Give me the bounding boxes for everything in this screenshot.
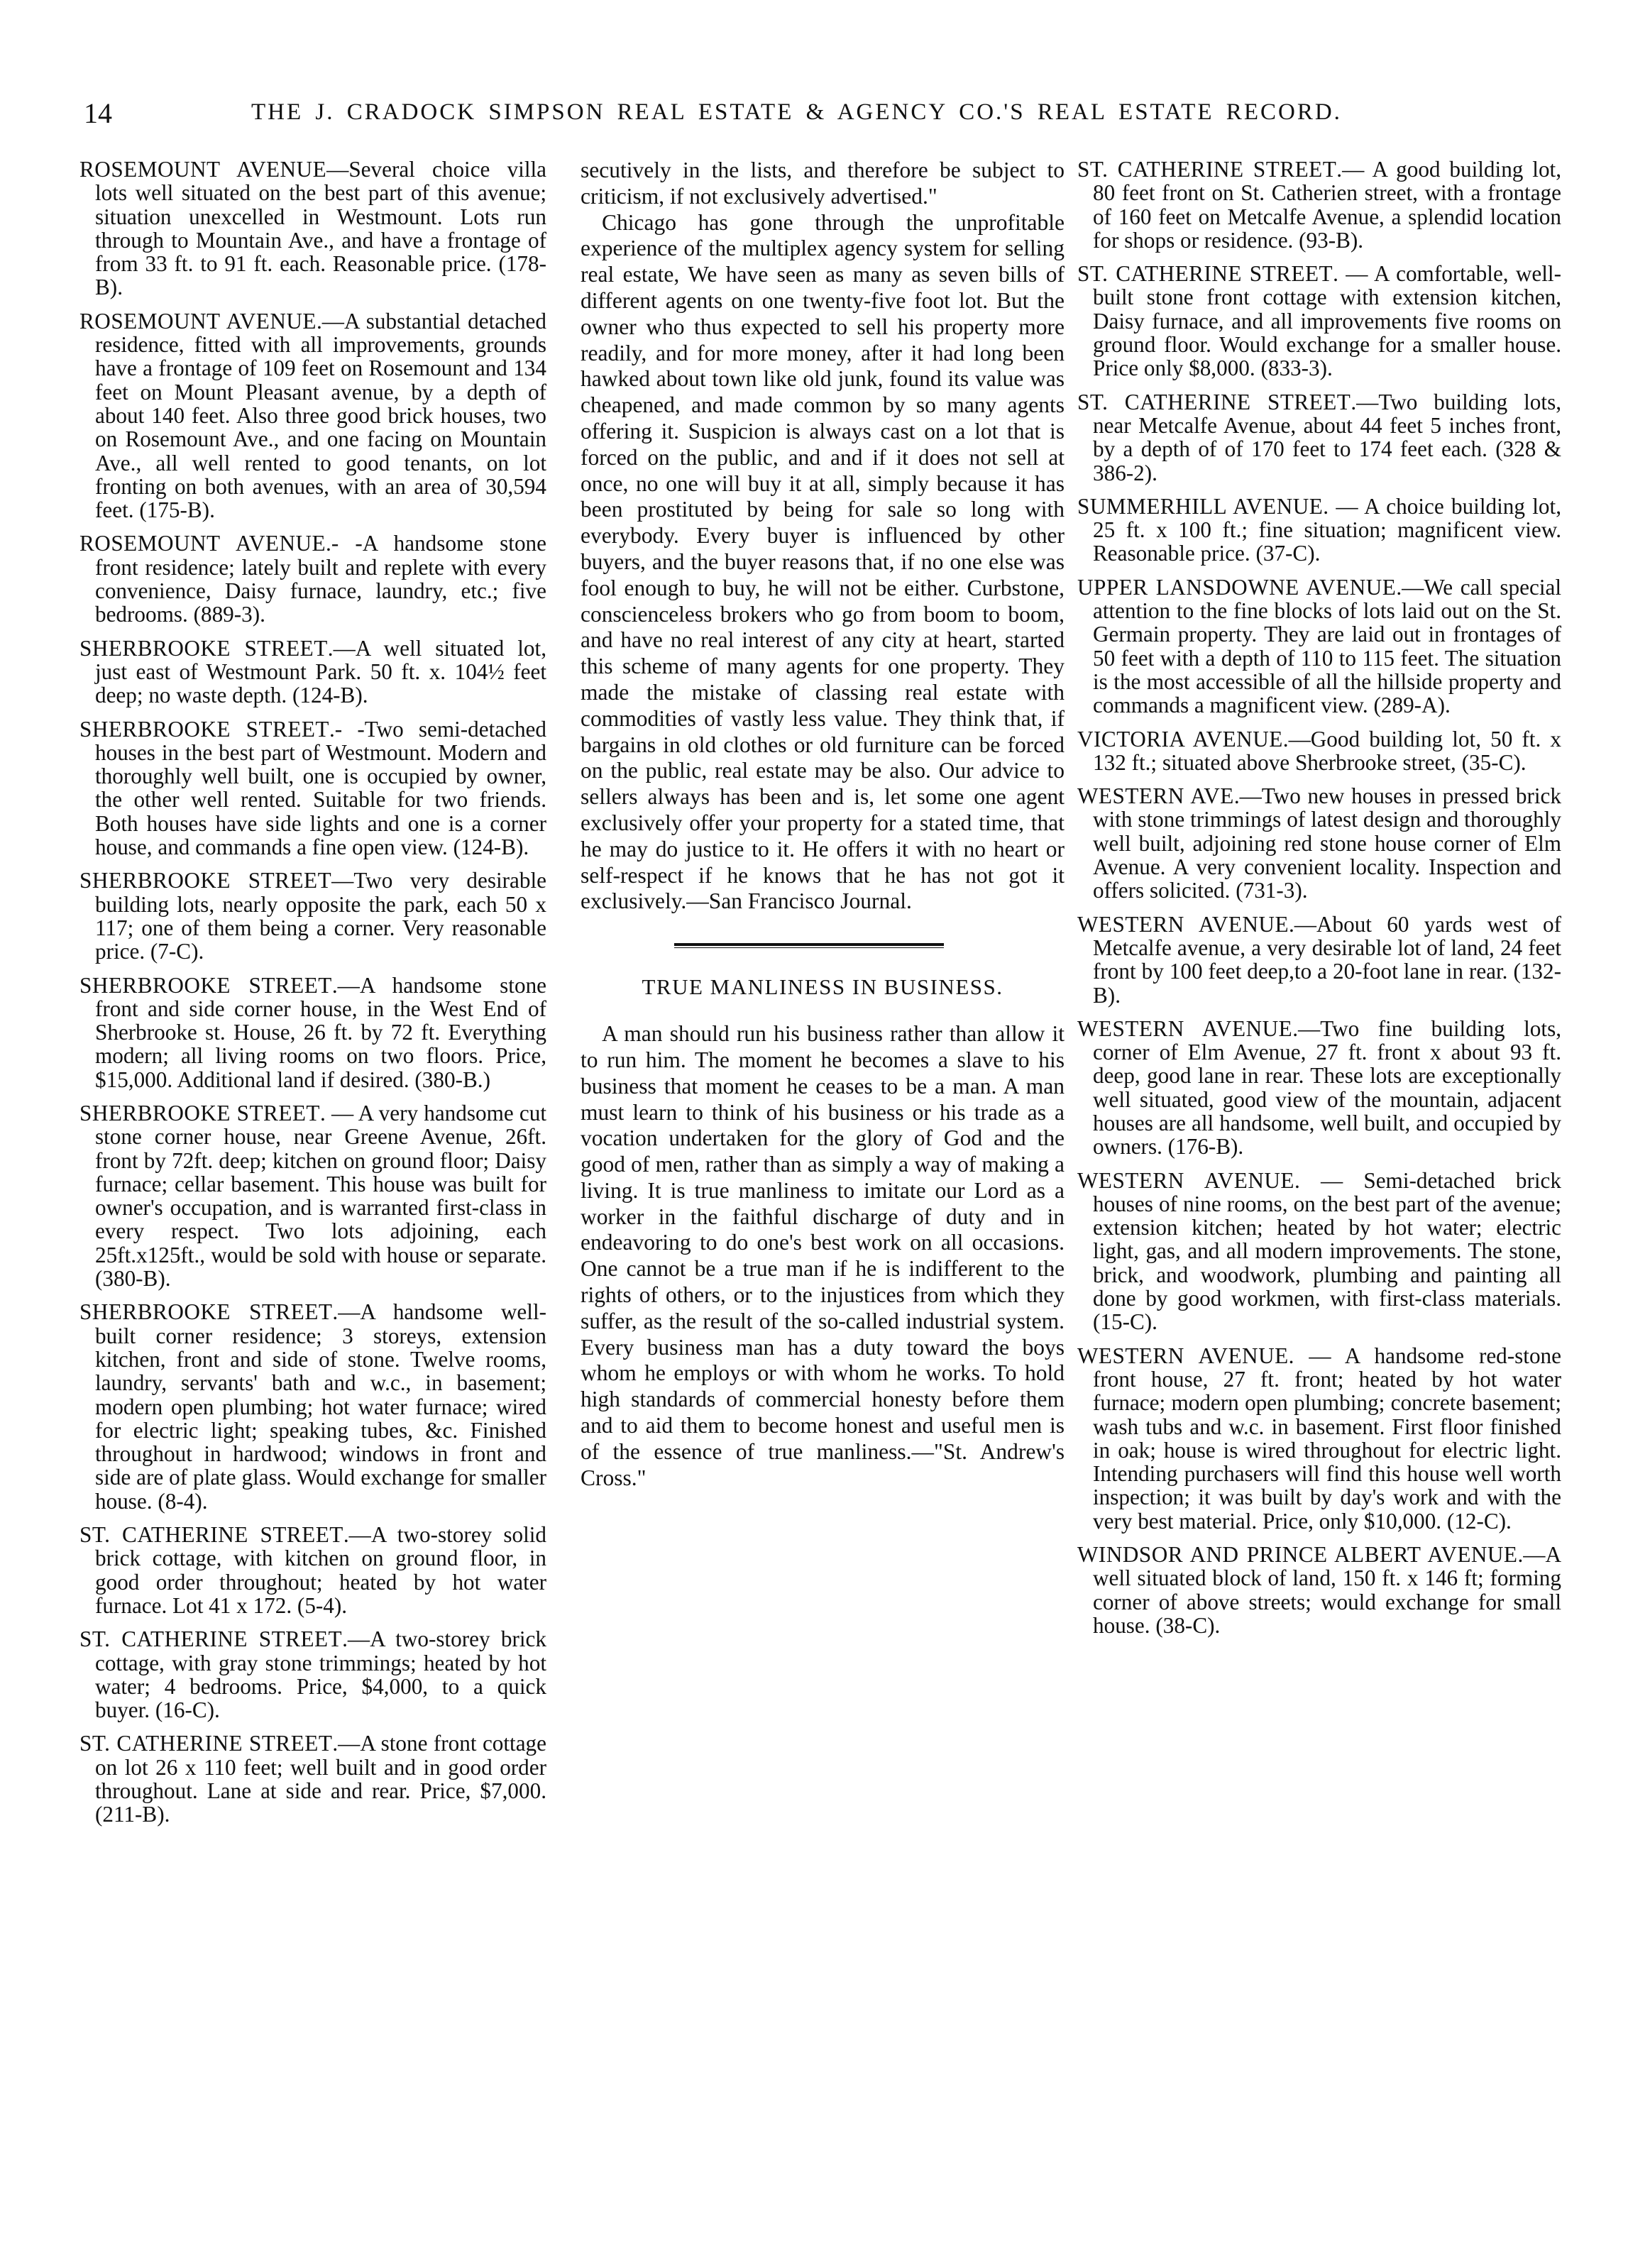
listing-heading: WESTERN AVENUE [1077,1343,1289,1368]
listing-body: .—Two fine building lots, corner of Elm Avenue, 27 ft. front x about 93 ft. deep, good lane in rear. These lots are exceptionally well situated, good view of the mountain, adjacent houses are all handsome, well built, and occupied by owners. (176-B). [1093,1015,1561,1160]
listing-body: .—Good building lot, 50 ft. x 132 ft.; situated above Sherbrooke street, (35-C). [1093,726,1561,775]
page-header [84,97,1546,139]
section-divider [581,940,1065,949]
listing-heading: VICTORIA AVENUE [1077,726,1283,752]
listing-heading: SUMMERHILL AVENUE [1077,493,1324,519]
listing [79,1300,546,1513]
listing [1077,727,1561,775]
listing-body: . — Semi-detached brick houses of nine rooms, on the best part of the avenue; extension kitchen; heated by hot water; electric light, gas, and all modern improvements. The stone, brick, and woodwork, plumbing and painting all done by good workmen, with first-class materials. (15-C). [1093,1167,1561,1335]
listing-heading: ST. CATHERINE STREET [1077,389,1351,414]
listing-heading: ST. CATHERINE STREET [1077,261,1333,287]
listing-body: .—A substantial detached residence, fitted with all improvements, grounds have a frontage of 109 feet on Rosemount and 134 feet on Mount Pleasant avenue, by a depth of about 140 feet. Also three good brick houses, two on Rosemount Ave., and one facing on Mountain Ave., all well rented to good tenants, on lot fronting on both avenues, with an area of 30,594 feet. (175-B). [95,308,546,523]
listing [1077,784,1561,902]
listing-body: . — A handsome red-stone front house, 27 ft. front; heated by hot water furnace; modern open plumbing; concrete basement; wash tubs and w.c. in basement. First floor finished in oak; house is wired throughout for electric light. Intending purchasers will find this house well worth inspection; it was built by day's work and with the very best material. Price, only $10,000. (12-C). [1093,1343,1561,1534]
listing [79,717,546,859]
listing-heading: ST. CATHERINE STREET [79,1626,343,1652]
listing-body: .—About 60 yards west of Metcalfe avenue, a very desirable lot of land, 24 feet front by 100 feet deep,to a 20-foot lane in rear. (132-B). [1093,911,1561,1008]
listing [1077,495,1561,566]
listing [79,158,546,299]
listing-body: .- -Two semi-detached houses in the best part of Westmount. Modern and thoroughly well built, one is occupied by owner, the other well rented. Suitable for two friends. Both houses have side lights and one is a corner house, and commands a fine open view. (124-B). [95,716,546,860]
listing [1077,913,1561,1007]
listing [79,309,546,522]
listing [79,532,546,626]
listing-heading: ROSEMOUNT AVENUE [79,157,327,182]
listing-body: .—A two-storey solid brick cottage, with kitchen on ground floor, in good order throughout; heated by hot water furnace. Lot 41 x 172. (5-4). [95,1522,546,1618]
article-continuation: secutively in the lists, and therefore be subject to criticism, if not exclusively advertised." [581,158,1065,209]
listing-heading: UPPER LANSDOWNE AVENUE [1077,574,1397,600]
listing-body: .—A handsome stone front and side corner house, in the West End of Sherbrooke st. House, 26 ft. by 72 ft. Everything modern; all living rooms on two floors. Price, $15,000. Additional land if desired. (380-B.) [95,972,546,1092]
listing [79,1523,546,1617]
listing-heading: WINDSOR AND PRINCE ALBERT AVENUE [1077,1542,1518,1568]
listing-body: .— A good building lot, 80 feet front on St. Catherien street, with a frontage of 160 feet on Metcalfe Avenue, a splendid location for shops or residence. (93-B). [1093,157,1561,253]
listing [79,869,546,963]
running-title: THE J. CRADOCK SIMPSON REAL ESTATE & AGENCY CO.'S REAL ESTATE RECORD. [251,99,1342,125]
listing-body: .—A stone front cottage on lot 26 x 110 feet; well built and in good order throughout. Lane at side and rear. Price, $7,000. (211-B). [95,1731,546,1827]
listing-body: .—A handsome well-built corner residence; 3 storeys, extension kitchen, front and side of stone. Twelve rooms, laundry, servants' bath and w.c., in basement; modern open plumbing; hot water furnace; wired for electric light; speaking tubes, &c. Finished throughout in hardwood; windows in front and side are of plate glass. Would exchange for smaller house. (8-4). [95,1299,546,1514]
listing [1077,1017,1561,1159]
listing-body: . — A choice building lot, 25 ft. x 100 ft.; fine situation; magnificent view. Reasonable price. (37-C). [1093,493,1561,566]
article-title: TRUE MANLINESS IN BUSINESS. [642,974,1003,1000]
listing-body: . — A comfortable, well-built stone front cottage with extension kitchen, Daisy furnace, and all improvements five rooms on ground floor. Would exchange for a smaller house. Price only $8,000. (833-3). [1093,261,1561,381]
listing-heading: WESTERN AVENUE [1077,911,1289,937]
listing [1077,262,1561,380]
listing-body: .—Two building lots, near Metcalfe Avenue, about 44 feet 5 inches front, by a depth of of 170 feet to 174 feet each. (328 & 386-2). [1093,389,1561,485]
listing-heading: ST. CATHERINE STREET [79,1522,343,1548]
column-middle [581,158,1065,1491]
listing-body: . — A very handsome cut stone corner house, near Greene Avenue, 26ft. front by 72ft. deep; kitchen on ground floor; Daisy furnace; cellar basement. This house was built for owner's occupation, and is warranted first-class in every respect. Two lots adjoining, each 25ft.x125ft., would be sold with house or separate. (380-B). [95,1100,546,1292]
listing [1077,158,1561,252]
listing-heading: SHERBROOKE STREET [79,1100,320,1125]
column-left [79,158,546,1837]
listing-body: —Two very desirable building lots, nearly opposite the park, each 50 x 117; one of them being a corner. Very reasonable price. (7-C). [95,868,546,964]
article-body: A man should run his business rather than allow it to run him. The moment he becomes a slave to his business that moment he ceases to be a man. A man must learn to think of his business or his trade as a vocation undertaken for the glory of God and the good of men, rather than as simply a way of making a living. It is true manliness to imitate our Lord as a worker in the faithful discharge of duty and in endeavoring to do one's best work on all occasions. One cannot be a true man if he is indifferent to the rights of others, or to the injustices from which they suffer, as the result of the so-called industrial system. Every business man has a duty toward the boys whom he employs or with whom he works. To hold high standards of commercial honesty before them and to aid them to become honest and useful men is of the essence of true manliness.—"St. Andrew's Cross." [581,1021,1065,1490]
listing-heading: ST. CATHERINE STREET [79,1731,333,1756]
listing [79,637,546,708]
listing-heading: SHERBROOKE STREET [79,972,332,998]
listing-body: .—Two new houses in pressed brick with stone trimmings of latest design and thoroughly well built, adjoining red stone house corner of Elm Avenue. A very convenient locality. Inspection and offers solicited. (731-3). [1093,783,1561,903]
listing-body: .—We call special attention to the fine blocks of lots laid out on the St. Germain property. They are laid out in frontages of 50 feet with a depth of 110 to 115 feet. The situation is the most accessible of all the hillside property and commands a magnificent view. (289-A). [1093,574,1562,718]
listing-heading: SHERBROOKE STREET [79,868,332,893]
listing-heading: ST. CATHERINE STREET [1077,157,1337,182]
listing-heading: ROSEMOUNT AVENUE [79,531,326,556]
listing [1077,576,1561,717]
page-number: 14 [84,97,112,129]
listing-heading: SHERBROOKE STREET [79,716,329,742]
listing-heading: SHERBROOKE STREET [79,635,328,661]
listing-heading: ROSEMOUNT AVENUE [79,308,317,334]
listing [79,974,546,1091]
listing [1077,1344,1561,1533]
listing-heading: WESTERN AVENUE [1077,1015,1293,1041]
listing [1077,1543,1561,1637]
listing-heading: WESTERN AVE [1077,783,1234,809]
listing [79,1627,546,1722]
listing [1077,390,1561,485]
listing-body: .—A well situated block of land, 150 ft. x 146 ft; forming corner of above streets; would exchange for small house. (38-C). [1093,1542,1561,1638]
listing-heading: WESTERN AVENUE [1077,1167,1294,1193]
listing [1077,1169,1561,1334]
listing-body: —Several choice villa lots well situated on the best part of this avenue; situation unexcelled in Westmount. Lots run through to Mountain Ave., and have a frontage of from 33 ft. to 91 ft. each. Reasonable price. (178-B). [95,157,546,300]
listing-heading: SHERBROOKE STREET [79,1299,333,1325]
listing-body: .—A well situated lot, just east of Westmount Park. 50 ft. x. 104½ feet deep; no waste depth. (124-B). [95,635,546,708]
column-right [1077,158,1561,1647]
listing [79,1101,546,1290]
listing-body: .- -A handsome stone front residence; lately built and replete with every convenience, Daisy furnace, laundry, etc.; five bedrooms. (889-3). [95,531,546,627]
listing [79,1732,546,1826]
listing-body: .—A two-storey brick cottage, with gray stone trimmings; heated by hot water; 4 bedrooms. Price, $4,000, to a quick buyer. (16-C). [95,1626,546,1723]
article-paragraph: Chicago has gone through the unprofitable experience of the multiplex agency system for selling real estate, We have seen as many as seven bills of different agents on one twenty-five foot lot. But the owner who thus expected to sell his property more readily, and for more money, after it had long been hawked about town like old junk, found its value was cheapened, and made common by so many agents offering it. Suspicion is always cast on a lot that is forced on the public, and and if it does not sell at once, no one will buy it at all, simply because it has been prostituted by being for sale so long with everybody. Every buyer is influenced by other buyers, and the buyer reasons that, if no one else was fool enough to buy, he will not be either. Curbstone, conscienceless brokers who go from boom to boom, and have no real interest of any city at heart, started this scheme of many agents for one property. They made the mistake of classing real estate with commodities of vastly less value. They think that, if bargains in old clothes or old furniture can be forced on the public, real estate may be also. Our advice to sellers always has been and is, let some one agent exclusively offer your property for a stated time, that he may do justice to it. He offers it with no heart or self-respect if he knows that he has not got it exclusively.—San Francisco Journal. [581,209,1065,914]
